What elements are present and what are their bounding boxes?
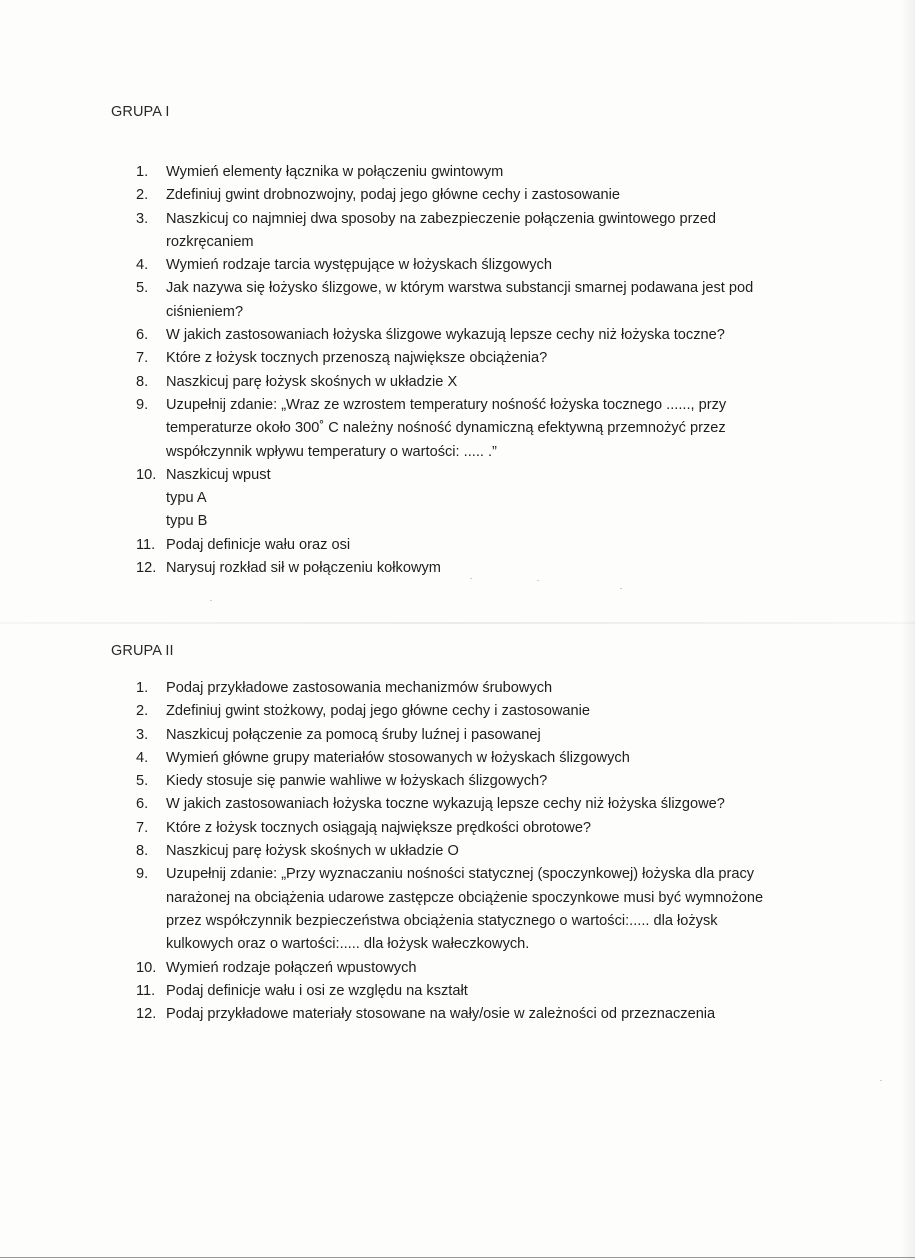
- question-text: [166, 347, 800, 370]
- question-number: [120, 347, 166, 370]
- question-text: [166, 817, 800, 840]
- question-text-line: typu A: [166, 490, 207, 507]
- question-number-label: 3.: [136, 726, 149, 743]
- question-item: [120, 324, 800, 347]
- question-text-line: Uzupełnij zdanie: „Wraz ze wzrostem temperatury nośność łożyska tocznego ......, przy: [166, 396, 727, 413]
- question-text-line: Wymień rodzaje tarcia występujące w łożyskach ślizgowych: [166, 257, 552, 274]
- question-item: [120, 677, 800, 700]
- question-text: [166, 677, 800, 700]
- question-number-label: 7.: [136, 350, 149, 367]
- question-number: [120, 557, 166, 580]
- question-number-label: 4.: [136, 749, 149, 766]
- question-text-line: Uzupełnij zdanie: „Przy wyznaczaniu nośności statycznej (spoczynkowej) łożyska dla pracy: [166, 866, 755, 883]
- question-number-label: 9.: [136, 396, 149, 413]
- question-text: [166, 208, 800, 255]
- question-item: [120, 747, 800, 770]
- question-text-line: Podaj przykładowe materiały stosowane na wały/osie w zależności od przeznaczenia: [166, 1006, 716, 1023]
- question-item: [120, 184, 800, 207]
- question-text: [166, 254, 800, 277]
- question-number: [120, 957, 166, 980]
- question-number-label: 7.: [136, 819, 149, 836]
- question-text-line: ciśnieniem?: [166, 303, 244, 320]
- question-item: [120, 347, 800, 370]
- question-number-label: 2.: [136, 703, 149, 720]
- question-text-line: W jakich zastosowaniach łożyska toczne wykazują lepsze cechy niż łożyska ślizgowe?: [166, 796, 725, 813]
- question-number: [120, 770, 166, 793]
- question-number-label: 6.: [136, 327, 149, 344]
- question-text-line: kulkowych oraz o wartości:..... dla łożysk wałeczkowych.: [166, 936, 530, 953]
- question-number-label: 8.: [136, 843, 149, 860]
- question-number-label: 3.: [136, 210, 149, 227]
- question-text-line: Które z łożysk tocznych przenoszą największe obciążenia?: [166, 350, 548, 367]
- question-item: [120, 793, 800, 816]
- question-number: [120, 534, 166, 557]
- question-number-label: 11.: [136, 982, 156, 999]
- question-item: [120, 394, 800, 464]
- question-number-label: 2.: [136, 187, 149, 204]
- question-item: [120, 700, 800, 723]
- question-number-label: 12.: [136, 560, 157, 577]
- question-text-line: Naszkicuj wpust: [166, 466, 271, 483]
- question-text: [166, 793, 800, 816]
- question-text-line: Podaj definicje wału i osi ze względu na kształt: [166, 982, 468, 999]
- question-text: [166, 1003, 800, 1026]
- question-number: [120, 208, 166, 255]
- question-item: [120, 534, 800, 557]
- question-number: [120, 254, 166, 277]
- question-number: [120, 1003, 166, 1026]
- scan-speck: [537, 580, 539, 581]
- question-number-label: 10.: [136, 466, 157, 483]
- question-number: [120, 677, 166, 700]
- question-number-label: 12.: [136, 1006, 157, 1023]
- question-number: [120, 817, 166, 840]
- question-text-line: Wymień elementy łącznika w połączeniu gwintowym: [166, 164, 504, 180]
- question-text-line: Naszkicuj co najmniej dwa sposoby na zabezpieczenie połączenia gwintowego przed: [166, 210, 717, 227]
- question-text-line: Naszkicuj parę łożysk skośnych w układzie X: [166, 373, 458, 390]
- question-text: [166, 184, 800, 207]
- question-text-line: współczynnik wpływu temperatury o wartości: ..... .”: [166, 443, 497, 460]
- question-number-label: 8.: [136, 373, 149, 390]
- question-text-line: Kiedy stosuje się panwie wahliwe w łożyskach ślizgowych?: [166, 773, 548, 790]
- question-item: [120, 277, 800, 324]
- question-text-line: Jak nazywa się łożysko ślizgowe, w którym warstwa substancji smarnej podawana jest pod: [166, 280, 754, 297]
- question-text-line: Podaj definicje wału oraz osi: [166, 536, 351, 553]
- question-number-label: 11.: [136, 536, 156, 553]
- question-text: [166, 724, 800, 747]
- group2-title: GRUPA II: [111, 643, 174, 659]
- question-number-label: 4.: [136, 257, 149, 274]
- question-number-label: 5.: [136, 280, 149, 297]
- question-item: [120, 724, 800, 747]
- question-text: [166, 557, 800, 580]
- question-item: [120, 980, 800, 1003]
- question-text: [166, 277, 800, 324]
- question-text-line: narażonej na obciążenia udarowe zastępcze obciążenie spoczynkowe musi być wymnożone: [166, 889, 764, 906]
- question-text-line: typu B: [166, 513, 208, 530]
- question-text-line: Naszkicuj parę łożysk skośnych w układzie O: [166, 843, 459, 860]
- question-number-label: 10.: [136, 959, 157, 976]
- question-number-label: 6.: [136, 796, 149, 813]
- question-text: [166, 371, 800, 394]
- question-text: [166, 840, 800, 863]
- group1-title: GRUPA I: [111, 104, 170, 120]
- question-number: [120, 394, 166, 464]
- question-number-label: 9.: [136, 866, 149, 883]
- question-number-label: 1.: [136, 164, 149, 180]
- scan-bottom-edge: [0, 1257, 915, 1258]
- question-text: [166, 394, 800, 464]
- question-number: [120, 464, 166, 534]
- question-item: [120, 957, 800, 980]
- question-item: [120, 161, 800, 184]
- question-number: [120, 277, 166, 324]
- question-text: [166, 770, 800, 793]
- scan-speck: [210, 600, 212, 601]
- question-text-line: W jakich zastosowaniach łożyska ślizgowe wykazują lepsze cechy niż łożyska toczne?: [166, 327, 725, 344]
- question-text: [166, 534, 800, 557]
- question-number: [120, 371, 166, 394]
- question-text: [166, 957, 800, 980]
- question-number: [120, 980, 166, 1003]
- question-text-line: Naszkicuj połączenie za pomocą śruby luźnej i pasowanej: [166, 726, 541, 743]
- question-number: [120, 161, 166, 184]
- question-text-line: Wymień rodzaje połączeń wpustowych: [166, 959, 417, 976]
- scan-speck: [470, 578, 472, 579]
- scan-speck: [880, 1080, 882, 1081]
- question-item: [120, 770, 800, 793]
- question-number-label: 5.: [136, 773, 149, 790]
- question-number: [120, 324, 166, 347]
- group1-question-list: [120, 161, 800, 580]
- question-item: [120, 840, 800, 863]
- question-text-line: rozkręcaniem: [166, 233, 254, 250]
- question-text: [166, 700, 800, 723]
- question-text-line: przez współczynnik bezpieczeństwa obciążenia statycznego o wartości:..... dla łożysk: [166, 912, 718, 929]
- question-text-line: temperaturze około 300˚ C należny nośność dynamiczną efektywną przemnożyć przez: [166, 420, 726, 437]
- scan-edge-shadow: [901, 0, 915, 1260]
- question-text: [166, 863, 800, 956]
- paper-fold-line: [0, 622, 915, 624]
- question-text: [166, 161, 800, 184]
- question-number: [120, 840, 166, 863]
- question-item: [120, 1003, 800, 1026]
- question-item: [120, 464, 800, 534]
- question-number: [120, 724, 166, 747]
- question-item: [120, 254, 800, 277]
- question-number: [120, 700, 166, 723]
- question-text: [166, 464, 800, 534]
- question-item: [120, 371, 800, 394]
- question-number: [120, 863, 166, 956]
- question-text: [166, 980, 800, 1003]
- question-text-line: Zdefiniuj gwint stożkowy, podaj jego główne cechy i zastosowanie: [166, 703, 590, 720]
- question-item: [120, 557, 800, 580]
- question-text-line: Które z łożysk tocznych osiągają największe prędkości obrotowe?: [166, 819, 592, 836]
- question-number-label: 1.: [136, 680, 149, 696]
- question-text-line: Wymień główne grupy materiałów stosowanych w łożyskach ślizgowych: [166, 749, 630, 766]
- question-item: [120, 817, 800, 840]
- question-number: [120, 793, 166, 816]
- question-text-line: Zdefiniuj gwint drobnozwojny, podaj jego główne cechy i zastosowanie: [166, 187, 621, 204]
- question-item: [120, 863, 800, 956]
- question-text-line: Podaj przykładowe zastosowania mechanizmów śrubowych: [166, 680, 553, 696]
- question-text: [166, 747, 800, 770]
- scan-speck: [620, 588, 622, 589]
- question-number: [120, 184, 166, 207]
- question-number: [120, 747, 166, 770]
- question-text: [166, 324, 800, 347]
- group2-question-list: [120, 677, 800, 1026]
- question-text-line: Narysuj rozkład sił w połączeniu kołkowym: [166, 560, 441, 577]
- question-item: [120, 208, 800, 255]
